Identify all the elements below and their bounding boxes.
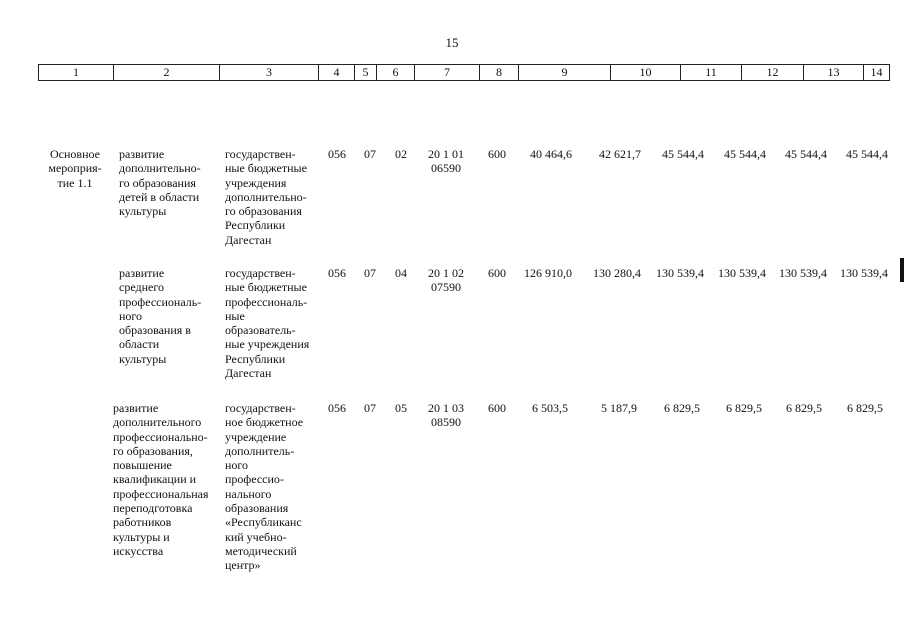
- expense-type-code: 600: [488, 266, 506, 280]
- direction-line: профессионально-: [113, 429, 208, 444]
- direction-cell: [119, 266, 201, 366]
- column-header-1: 1: [39, 65, 114, 80]
- section-code: 07: [364, 147, 376, 161]
- institution-line: ные: [225, 308, 245, 323]
- amount-col-11: 6 829,5: [664, 401, 700, 415]
- institution-line: центр»: [225, 558, 261, 573]
- institution-line: кий учебно-: [225, 529, 287, 544]
- institution-line: методический: [225, 543, 297, 558]
- amount-col-13: 130 539,4: [779, 266, 827, 280]
- target-article-code: [418, 266, 474, 295]
- expense-type-code: 600: [488, 147, 506, 161]
- institution-line: «Республиканс: [225, 515, 302, 530]
- institution-line: государствен-: [225, 401, 296, 415]
- target-article-line: 07590: [431, 280, 461, 295]
- institution-cell: [225, 147, 307, 247]
- target-article-line: 20 1 01: [428, 147, 464, 161]
- direction-line: дополнительного: [113, 415, 202, 430]
- institution-line: образования: [225, 501, 289, 516]
- direction-line: профессиональ-: [119, 294, 202, 309]
- amount-col-12: 6 829,5: [726, 401, 762, 415]
- direction-line: развитие: [119, 147, 165, 161]
- direction-line: развитие: [113, 401, 159, 415]
- column-header-row: [38, 64, 890, 81]
- amount-col-14: 130 539,4: [840, 266, 888, 280]
- institution-line: профессио-: [225, 472, 284, 487]
- column-header-12: 12: [742, 65, 804, 80]
- institution-line: нального: [225, 486, 272, 501]
- direction-line: дополнительно-: [119, 161, 201, 176]
- institution-line: Дагестан: [225, 366, 272, 381]
- institution-line: Республики: [225, 351, 286, 366]
- direction-line: искусства: [113, 543, 164, 558]
- institution-line: учреждение: [225, 429, 287, 444]
- institution-line: Республики: [225, 218, 286, 233]
- direction-line: культуры: [119, 204, 167, 219]
- amount-col-14: 6 829,5: [847, 401, 883, 415]
- column-header-3: 3: [220, 65, 319, 80]
- grbs-code: 056: [328, 401, 346, 415]
- direction-line: детей в области: [119, 189, 200, 204]
- institution-line: Дагестан: [225, 232, 272, 247]
- direction-line: ного: [119, 308, 143, 323]
- amount-col-9: 6 503,5: [532, 401, 568, 415]
- amount-col-10: 130 280,4: [593, 266, 641, 280]
- target-article-line: 06590: [431, 161, 461, 176]
- column-header-5: 5: [355, 65, 377, 80]
- page-number: 15: [445, 35, 459, 50]
- direction-line: образования в: [119, 323, 191, 338]
- amount-col-9: 40 464,6: [530, 147, 572, 161]
- amount-col-13: 6 829,5: [786, 401, 822, 415]
- grbs-code: 056: [328, 266, 346, 280]
- expense-type-code: 600: [488, 401, 506, 415]
- amount-col-10: 42 621,7: [599, 147, 641, 161]
- direction-line: работников: [113, 515, 172, 530]
- direction-line: среднего: [119, 280, 164, 295]
- direction-line: переподготовка: [113, 501, 193, 516]
- institution-line: го образования: [225, 204, 302, 219]
- amount-col-14: 45 544,4: [846, 147, 888, 161]
- section-code: 07: [364, 266, 376, 280]
- target-article-code: [418, 401, 474, 430]
- activity-line: тие 1.1: [57, 175, 93, 190]
- amount-col-11: 45 544,4: [662, 147, 704, 161]
- target-article-line: 20 1 03: [428, 401, 464, 415]
- activity-line: мероприя-: [48, 161, 102, 176]
- institution-line: ные учреждения: [225, 337, 310, 352]
- direction-line: го образования,: [113, 443, 193, 458]
- institution-line: ные бюджетные: [225, 280, 307, 295]
- amount-col-12: 130 539,4: [718, 266, 766, 280]
- direction-cell: [119, 147, 201, 218]
- direction-line: культуры: [119, 351, 167, 366]
- column-header-6: 6: [377, 65, 415, 80]
- target-article-line: 08590: [431, 415, 461, 430]
- column-header-2: 2: [114, 65, 220, 80]
- institution-line: государствен-: [225, 266, 296, 280]
- institution-line: государствен-: [225, 147, 296, 161]
- institution-line: ного: [225, 458, 249, 473]
- direction-line: развитие: [119, 266, 165, 280]
- institution-line: образователь-: [225, 323, 296, 338]
- column-header-10: 10: [611, 65, 681, 80]
- direction-line: профессиональная: [113, 486, 209, 501]
- target-article-code: [418, 147, 474, 176]
- institution-line: дополнительно-: [225, 189, 307, 204]
- direction-line: квалификации и: [113, 472, 197, 487]
- institution-line: ное бюджетное: [225, 415, 304, 430]
- amount-col-10: 5 187,9: [601, 401, 637, 415]
- institution-line: профессиональ-: [225, 294, 308, 309]
- institution-line: учреждения: [225, 175, 287, 190]
- subsection-code: 02: [395, 147, 407, 161]
- amount-col-9: 126 910,0: [524, 266, 572, 280]
- direction-line: повышение: [113, 458, 172, 473]
- amount-col-12: 45 544,4: [724, 147, 766, 161]
- activity-cell: [44, 147, 106, 190]
- institution-cell: [225, 401, 303, 573]
- margin-mark: [900, 258, 904, 282]
- institution-line: дополнитель-: [225, 443, 295, 458]
- column-header-9: 9: [519, 65, 611, 80]
- column-header-13: 13: [804, 65, 864, 80]
- activity-line: Основное: [50, 147, 100, 161]
- direction-line: культуры и: [113, 529, 170, 544]
- amount-col-13: 45 544,4: [785, 147, 827, 161]
- institution-cell: [225, 266, 309, 380]
- column-header-7: 7: [415, 65, 480, 80]
- column-header-4: 4: [319, 65, 355, 80]
- subsection-code: 04: [395, 266, 407, 280]
- amount-col-11: 130 539,4: [656, 266, 704, 280]
- direction-cell: [113, 401, 208, 558]
- column-header-14: 14: [870, 65, 883, 79]
- column-header-11: 11: [681, 65, 742, 80]
- section-code: 07: [364, 401, 376, 415]
- subsection-code: 05: [395, 401, 407, 415]
- institution-line: ные бюджетные: [225, 161, 307, 176]
- column-header-8: 8: [480, 65, 519, 80]
- target-article-line: 20 1 02: [428, 266, 464, 280]
- direction-line: го образования: [119, 175, 196, 190]
- direction-line: области: [119, 337, 160, 352]
- grbs-code: 056: [328, 147, 346, 161]
